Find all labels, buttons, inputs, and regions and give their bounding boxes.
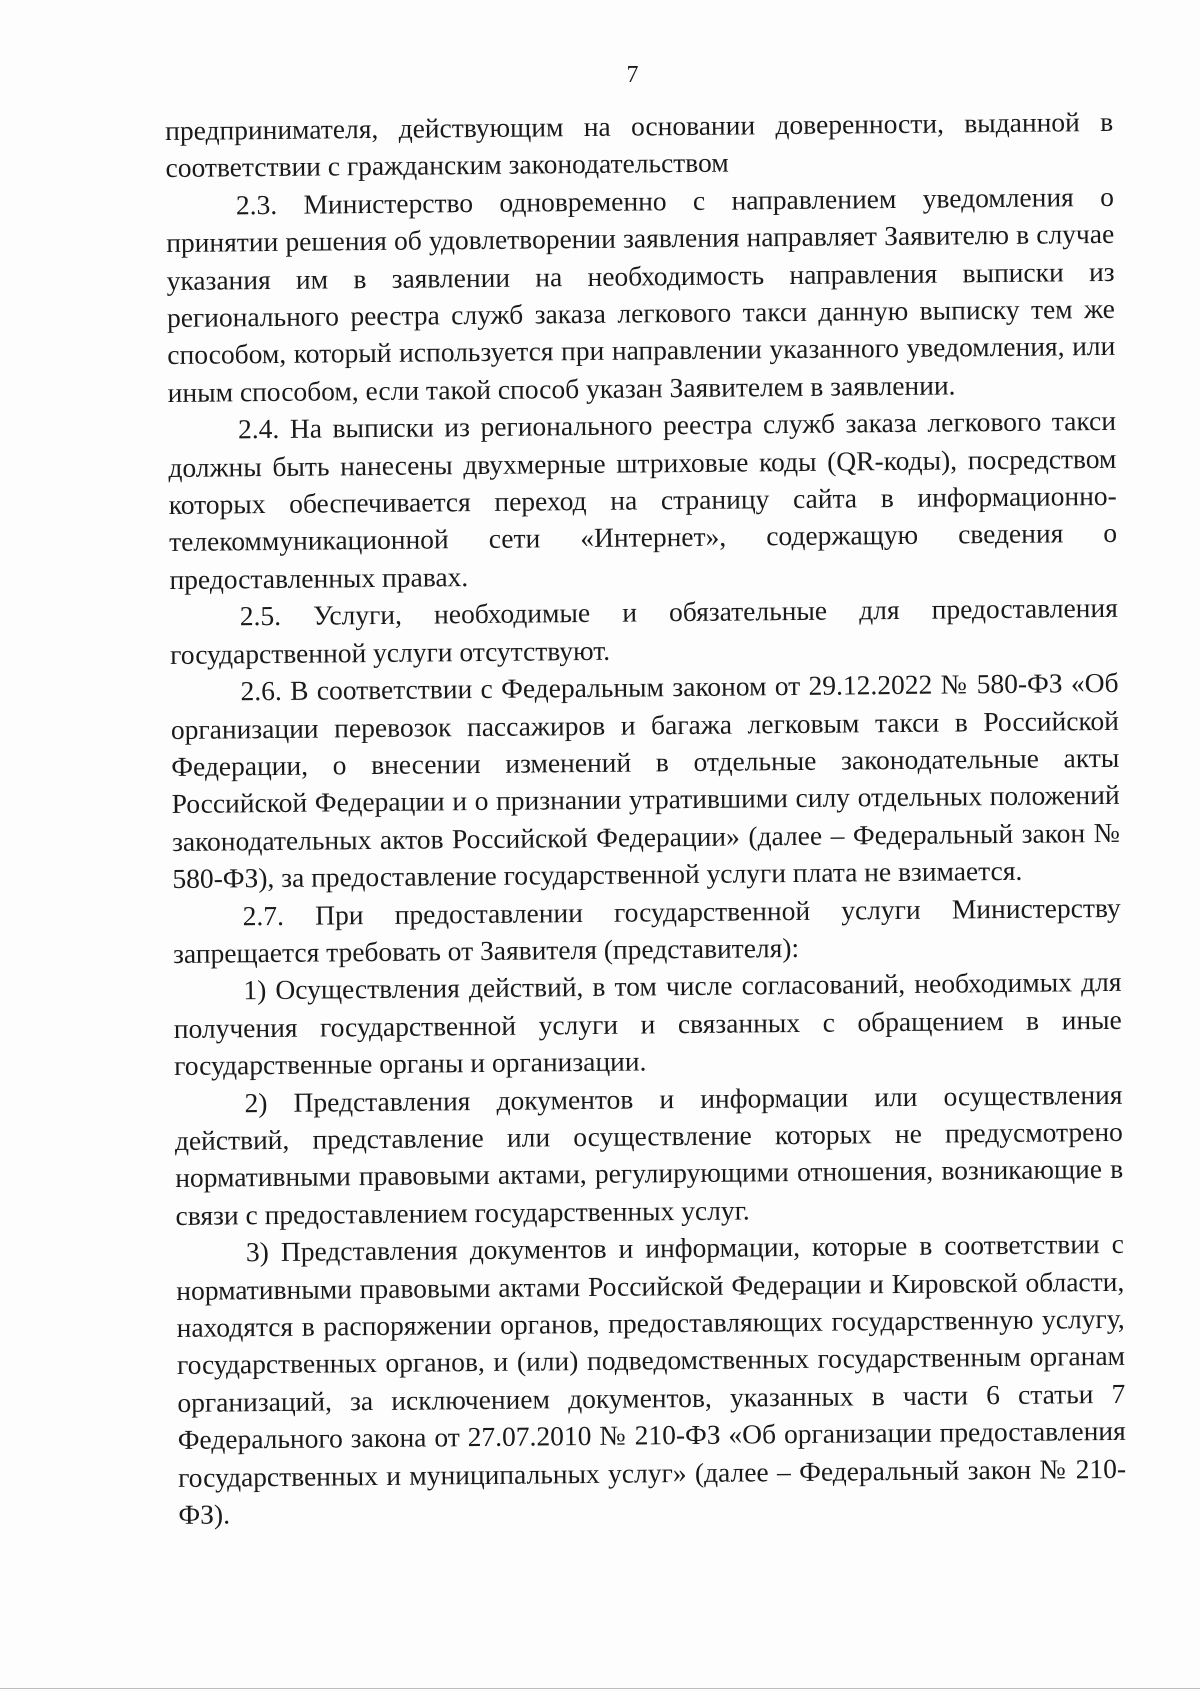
paragraph-2-3: 2.3. Министерство одновременно с направлением уведомления о принятии решения об удовлетворении заявления направляет Заявителю в случае указания им в заявлении на необходимость направления выписки из регионального реестра служб заказа легкового такси данную выписку тем же способом, который используется при направлении указанного уведомления, или иным способом, если такой способ указан Заявителем в заявлении. [166,180,1116,408]
list-item-2: 2) Представления документов и информации или осуществления действий, представление или осуществление которых не предусмотрено нормативными правовыми актами, регулирующими отношения, возникающие в связи с предоставлением государственных услуг. [174,1078,1124,1231]
paragraph-continuation: предпринимателя, действующим на основании доверенности, выданной в соответствии с гражданским законодательством [165,105,1114,184]
paragraph-2-5: 2.5. Услуги, необходимые и обязательные для предоставления государственной услуги отсутствуют. [170,592,1118,670]
paragraph-2-6: 2.6. В соответствии с Федеральным законом от 29.12.2022 № 580-ФЗ «Об организации перевозок пассажиров и багажа легковым такси в Российской Федерации, о внесении изменений в отдельные законодательные акты Российской Федерации и о признании утратившими силу отдельных положений законодательных актов Российской Федерации» (далее – Федеральный закон № 580-ФЗ), за предоставление государственной услуги плата не взимается. [170,666,1121,895]
paragraph-2-7: 2.7. При предоставлении государственной услуги Министерству запрещается требовать от Заявителя (представителя): [172,891,1121,969]
page-number: 7 [626,62,639,88]
scan-edge-line [0,1688,1200,1689]
list-item-3: 3) Представления документов и информации, которые в соответствии с нормативными правовыми актами Российской Федерации и Кировской области, находятся в распоряжении органов, предоставляющих государственную услугу, государственных органов, и (или) подведомственных государственным органам организаций, за исключением документов, указанных в части 6 статьи 7 Федерального закона от 27.07.2010 № 210-ФЗ «Об организации предоставления государственных и муниципальных услуг» (далее – Федеральный закон № 210-ФЗ). [176,1228,1127,1530]
list-item-1: 1) Осуществления действий, в том числе согласований, необходимых для получения государственной услуги и связанных с обращением в иные государственные органы и организации. [173,966,1122,1082]
paragraph-2-4: 2.4. На выписки из регионального реестра служб заказа легкового такси должны быть нанесены двухмерные штриховые коды (QR-коды), посредством которых обеспечивается переход на страницу сайта в информационно-телекоммуникационной сети «Интернет», содержащую сведения о предоставленных правах. [168,405,1118,595]
document-body [165,103,1127,1533]
